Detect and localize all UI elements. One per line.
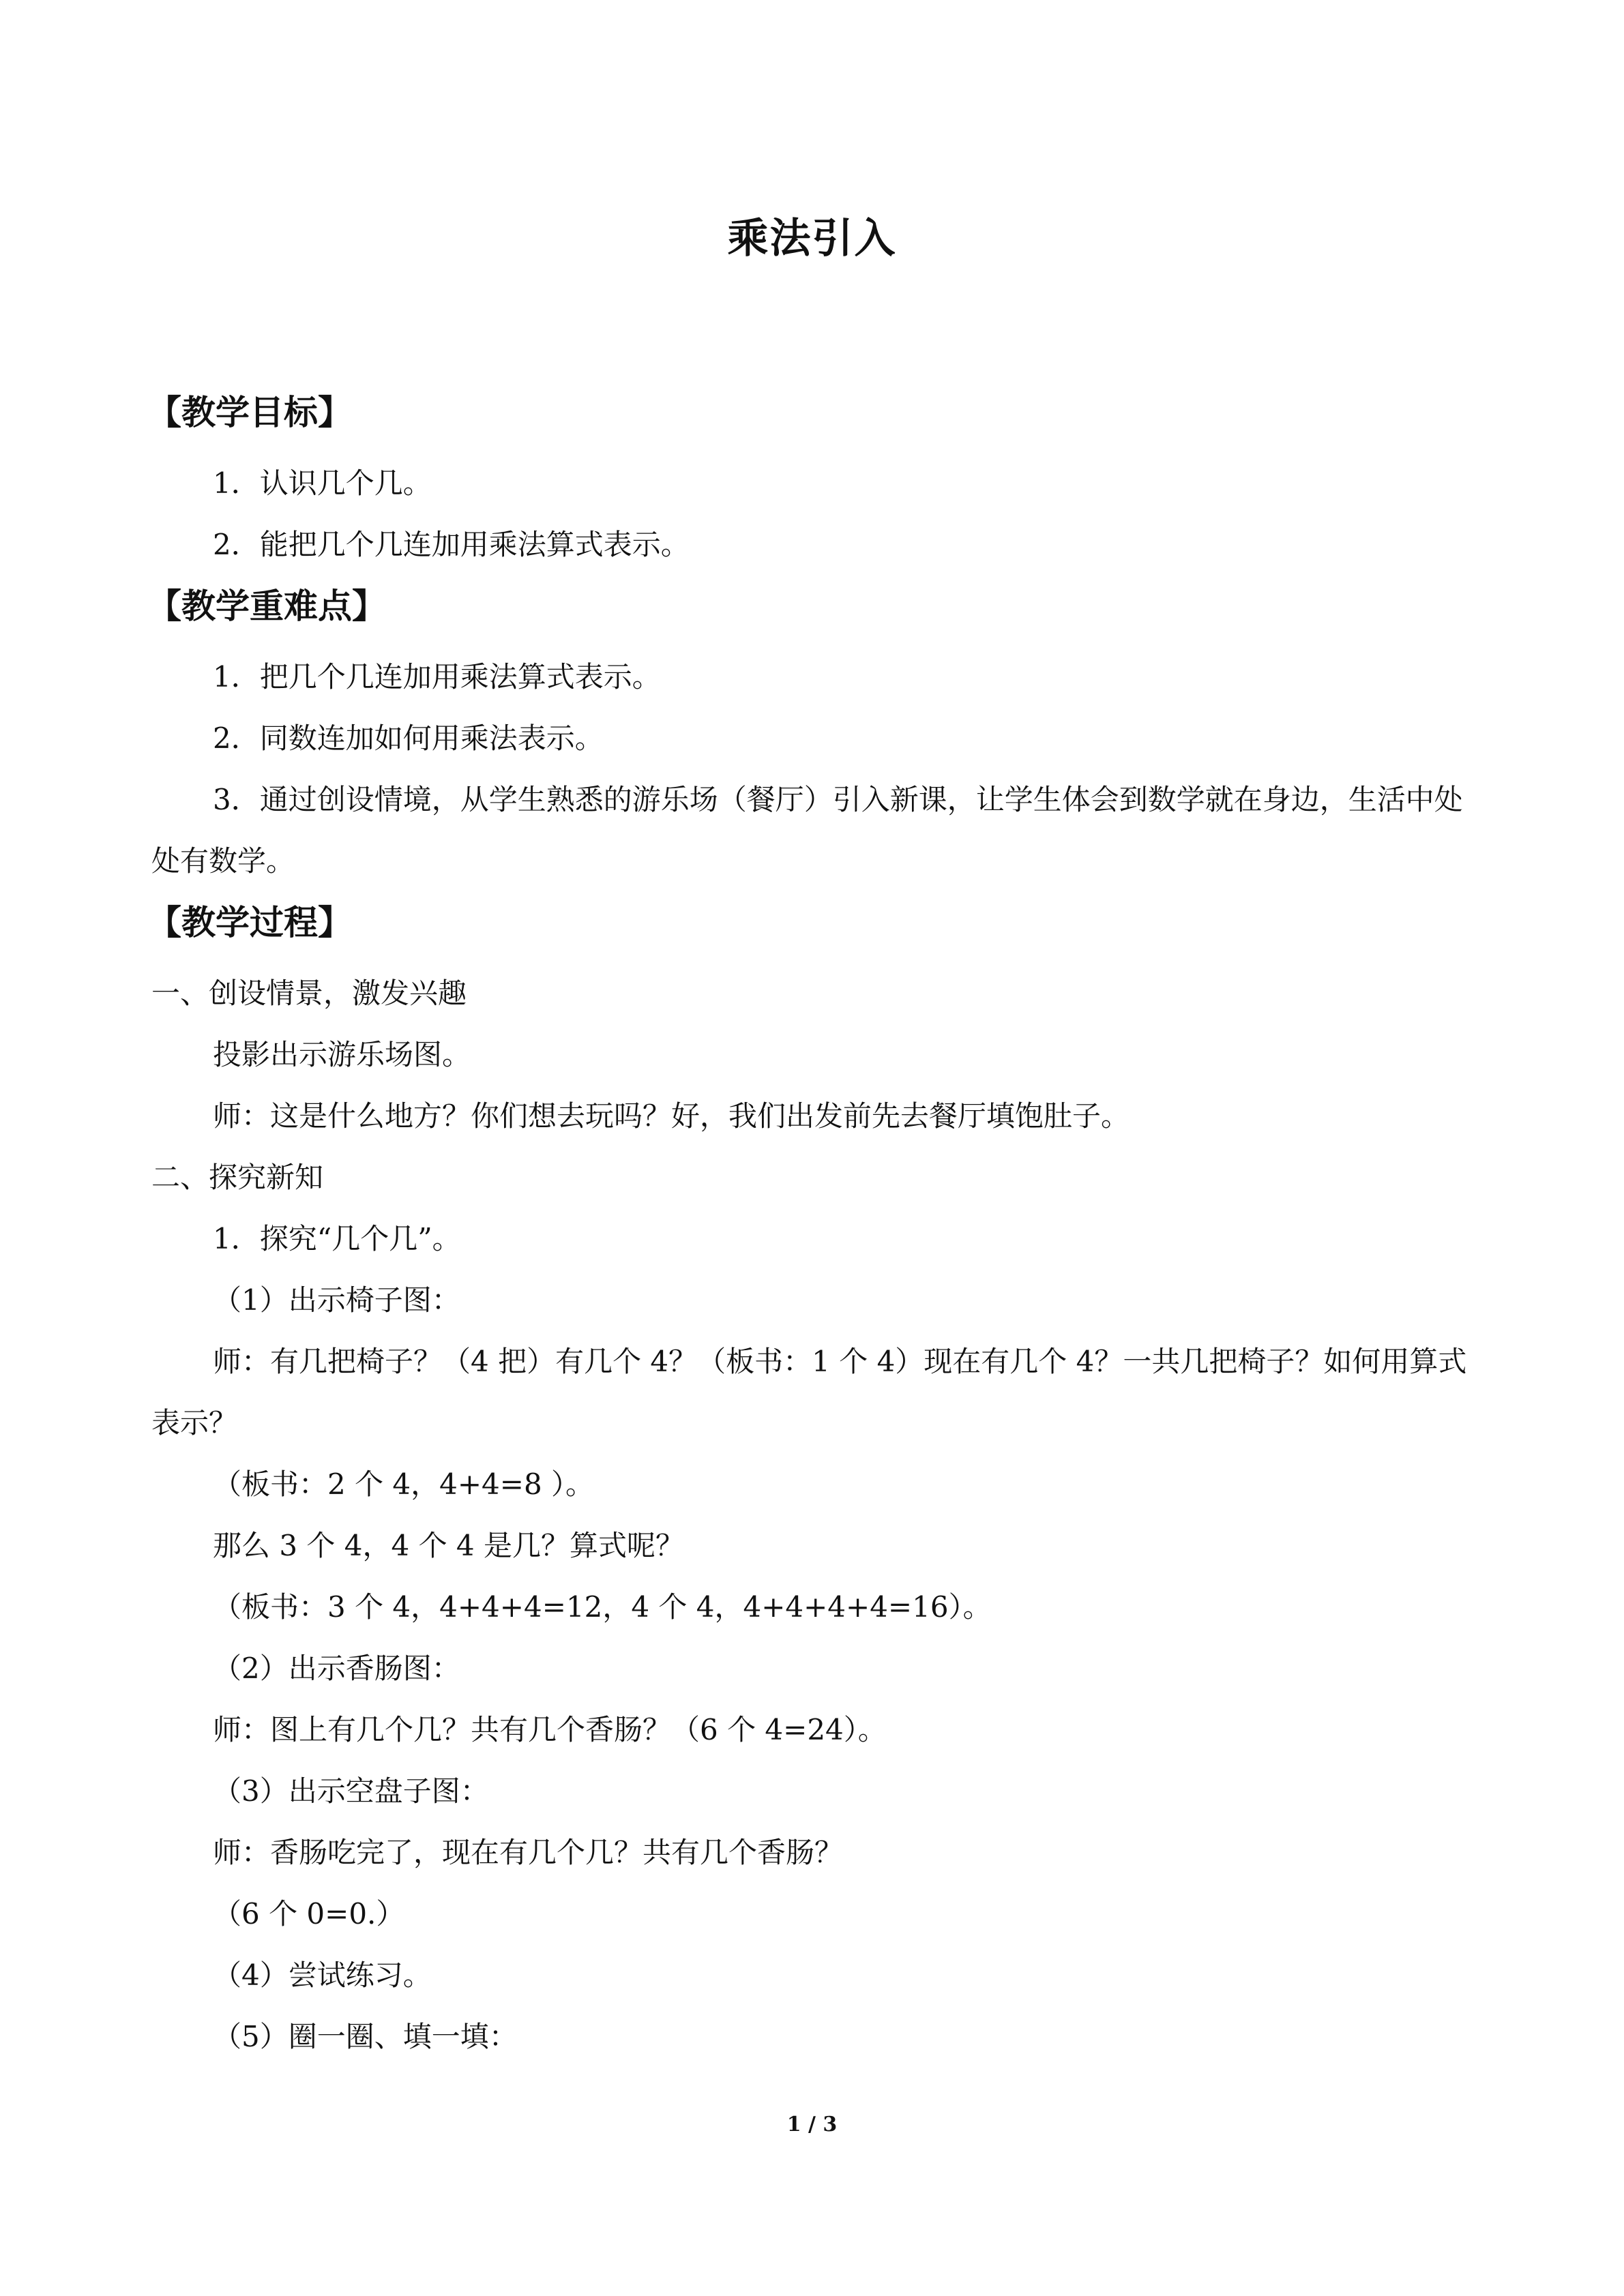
process-line: 师：这是什么地方？你们想去玩吗？好，我们出发前先去餐厅填饱肚子。 xyxy=(213,1099,1130,1133)
goal-item: 1．认识几个几。 xyxy=(213,466,432,500)
process-line: 那么 3 个 4，4 个 4 是几？算式呢？ xyxy=(213,1529,684,1562)
process-line: 师：图上有几个几？共有几个香肠？（6 个 4=24）。 xyxy=(213,1713,887,1746)
process-line: （5）圈一圈、填一填： xyxy=(213,2020,518,2053)
key-point-item: 3．通过创设情境，从学生熟悉的游乐场（餐厅）引入新课，让学生体会到数学就在身边，生活中处处有数学。 xyxy=(151,783,1463,878)
process-line: 投影出示游乐场图。 xyxy=(213,1038,471,1071)
process-line: （板书：3 个 4，4+4+4=12，4 个 4，4+4+4+4=16）。 xyxy=(213,1590,992,1624)
process-line: （4）尝试练习。 xyxy=(213,1958,432,1992)
process-line: （1）出示椅子图： xyxy=(213,1283,460,1317)
goal-item: 2．能把几个几连加用乘法算式表示。 xyxy=(213,528,690,561)
process-line: （2）出示香肠图： xyxy=(213,1652,460,1685)
process-line: 师：香肠吃完了，现在有几个几？共有几个香肠？ xyxy=(213,1836,844,1869)
process-subheading: 二、探究新知 xyxy=(151,1161,324,1194)
process-subheading: 一、创设情景，激发兴趣 xyxy=(151,976,467,1010)
page-number: 1 / 3 xyxy=(786,2113,838,2136)
key-point-item: 1．把几个几连加用乘法算式表示。 xyxy=(213,660,661,694)
process-line: （6 个 0=0.） xyxy=(213,1897,405,1930)
section-heading-key-points: 【教学重难点】 xyxy=(147,586,386,626)
document-title: 乘法引入 xyxy=(727,215,897,263)
key-point-item: 2．同数连加如何用乘法表示。 xyxy=(213,721,604,755)
process-line: 师：有几把椅子？（4 把）有几个 4？（板书：1 个 4）现在有几个 4？一共几把椅子？如何用算式表示？ xyxy=(151,1345,1467,1440)
process-line: （3）出示空盘子图： xyxy=(213,1774,489,1808)
process-line: 1．探究“几个几”。 xyxy=(213,1222,461,1255)
document-body xyxy=(147,382,1469,2068)
section-heading-process: 【教学过程】 xyxy=(147,903,352,942)
process-line: （板书：2 个 4，4+4=8 ）。 xyxy=(213,1467,595,1501)
section-heading-goals: 【教学目标】 xyxy=(147,393,352,432)
